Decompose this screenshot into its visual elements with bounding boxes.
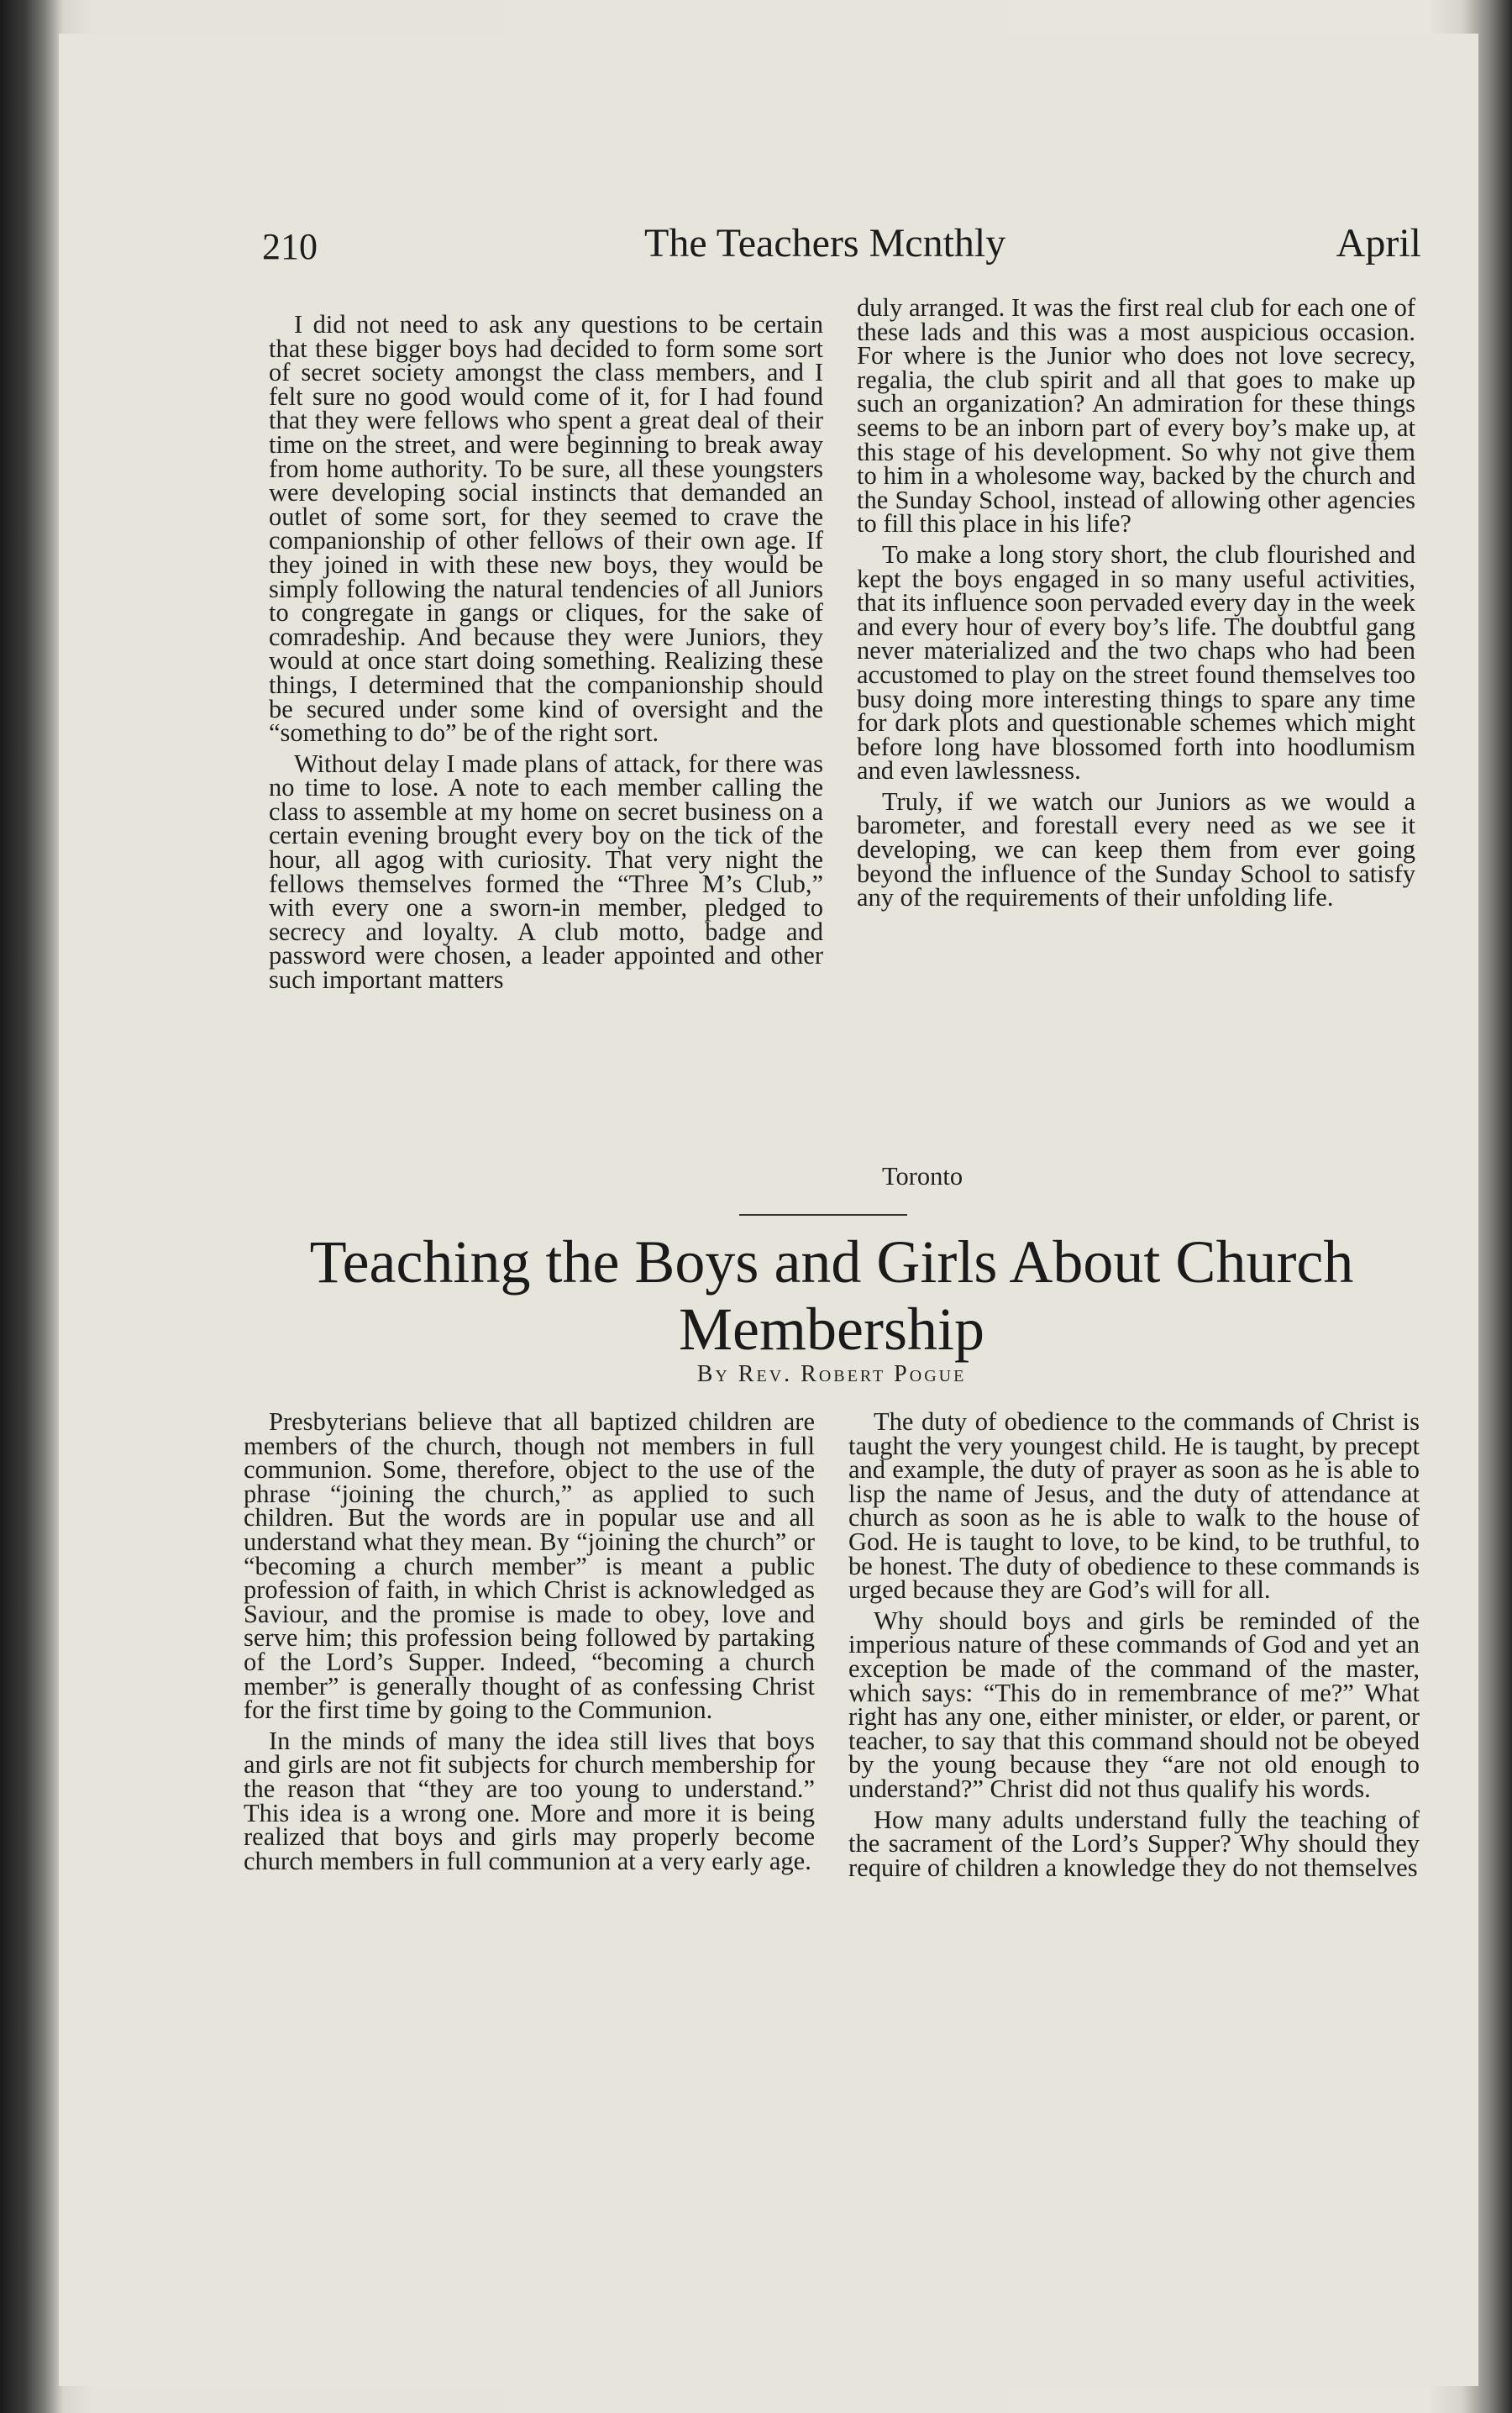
paragraph: Truly, if we watch our Juniors as we would a barometer, and forestall every need as we see it developing, we can keep them from ever going beyond the influence of the Sunday School to satisfy any of the requirements of their unfolding life. [857,786,1415,912]
author-location: Toronto [882,1162,963,1191]
section-divider [739,1214,907,1216]
article-column-right [848,1407,1420,1886]
running-header [262,221,1421,276]
paragraph: duly arranged. It was the first real club for each one of these lads and this was a most auspicious occasion. For where is the Junior who does not love secrecy, regalia, the club spirit and all that goes to make up such an organization? An admiration for these things seems to be an inborn part of every boy’s make up, at this stage of his development. So why not give them to him in a wholesome way, backed by the church and the Sunday School, instead of allowing other agencies to fill this place in his life? [857,293,1415,539]
article-column-left [244,1407,815,1879]
issue-month: April [1336,221,1421,265]
prev-article-column-right [857,293,1415,917]
paragraph: The duty of obedience to the commands of Christ is taught the very youngest child. He is taught, by precept and example, the duty of prayer as soon as he is able to lisp the name of Jesus, and the duty of attendance at church as soon as he is able to walk to the house of God. He is taught to love, to be kind, to be truthful, to be honest. The duty of obedience to these commands is urged because they are God’s will for all. [848,1407,1420,1605]
paragraph: How many adults understand fully the teaching of the sacrament of the Lord’s Supper? Why should they require of children a knowledge they do not themselves [848,1805,1420,1882]
paragraph: Why should boys and girls be reminded of the imperious nature of these commands of God and yet an exception be made of the command of the master, which says: “This do in remembrance of me?” What right has any one, either minister, or elder, or parent, or teacher, to say that this command should not be obeyed by the young because they “are not old enough to understand?” Christ did not thus qualify his words. [848,1606,1420,1803]
page-number: 210 [262,226,318,267]
paragraph: I did not need to ask any questions to be certain that these bigger boys had decided to form some sort of secret society amongst the class members, and I felt sure no good would come of it, for I had found that they were fellows who spent a great deal of their time on the street, and were beginning to break away from home authority. To be sure, all these youngsters were developing social instincts that demanded an outlet of some sort, for they seemed to crave the companionship of other fellows of their own age. If they joined in with these new boys, they would be simply following the natural tendencies of all Juniors to congregate in gangs or cliques, for the sake of comradeship. And because they were Juniors, they would at once start doing something. Realizing these things, I determined that the companionship should be secured under some kind of oversight and the “something to do” be of the right sort. [269,310,823,748]
prev-article-column-left [269,310,823,999]
article-title: Teaching the Boys and Girls About Church Membership [309,1228,1354,1363]
paragraph: In the minds of many the idea still lives that boys and girls are not fit subjects for church membership for the reason that “they are too young to understand.” This idea is a wrong one. More and more it is being realized that boys and girls may properly become church members in full communion at a very early age. [244,1726,815,1875]
paragraph: Presbyterians believe that all baptized children are members of the church, though not members in full communion. Some, therefore, object to the use of the phrase “joining the church,” as applied to such children. But the words are in popular use and all understand what they mean. By “joining the church” or “becoming a church member” is meant a public profession of faith, in which Christ is acknowledged as Saviour, and the promise is made to obey, love and serve him; this profession being followed by partaking of the Lord’s Supper. Indeed, “becoming a church member” is generally thought of as confessing Christ for the first time by going to the Communion. [244,1407,815,1725]
paragraph: To make a long story short, the club flourished and kept the boys engaged in so many useful activities, that its influence soon pervaded every day in the week and every hour of every boy’s life. The doubtful gang never materialized and the two chaps who had been accustomed to play on the street found themselves too busy doing more interesting things to spare any time for dark plots and questionable schemes which might before long have blossomed forth into hoodlumism and even lawlessness. [857,539,1415,786]
paragraph: Without delay I made plans of attack, for there was no time to lose. A note to each member calling the class to assemble at my home on secret business on a certain evening brought every boy on the tick of the hour, all agog with curiosity. That very night the fellows themselves formed the “Three M’s Club,” with every one a sworn-in member, pledged to secrecy and loyalty. A club motto, badge and password were chosen, a leader appointed and other such important matters [269,749,823,995]
running-title: The Teachers Mcnthly [644,221,1006,265]
article-byline: By Rev. Robert Pogue [696,1361,967,1387]
